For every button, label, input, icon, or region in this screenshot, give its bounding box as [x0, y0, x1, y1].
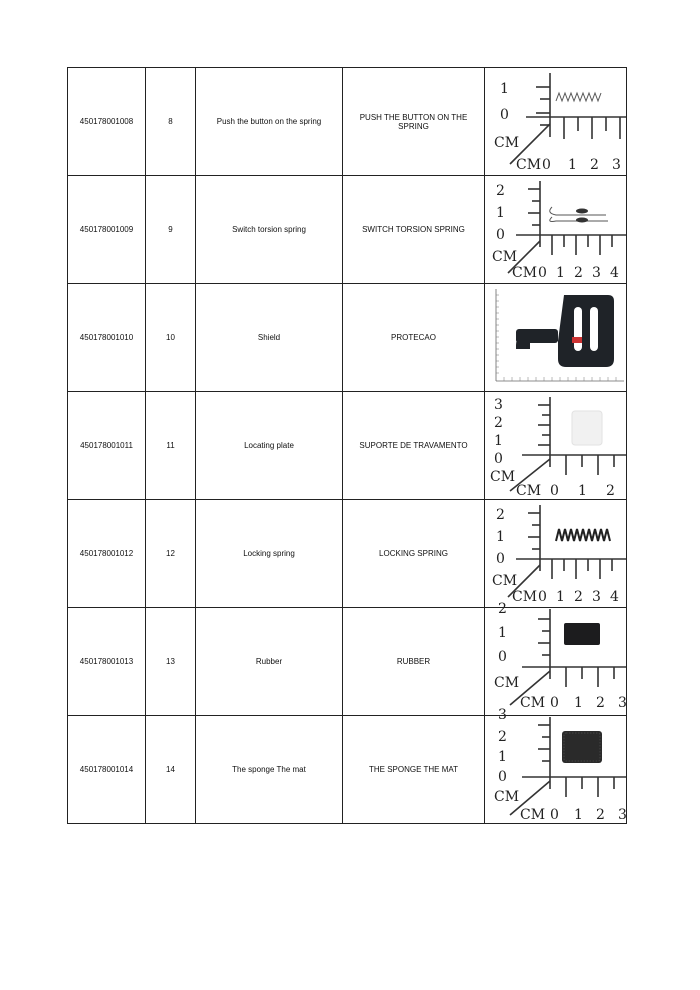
scale-label: CM — [515, 156, 541, 173]
rubber-block-icon — [486, 600, 627, 715]
scale-label: CM — [511, 588, 537, 605]
scale-label: 2 — [595, 806, 605, 823]
description-en: Switch torsion spring — [196, 176, 343, 284]
item-number: 10 — [146, 284, 196, 392]
scale-label: CM — [519, 806, 545, 823]
scale-label: CM — [511, 264, 537, 281]
description-en: Locating plate — [196, 392, 343, 500]
part-number: 450178001009 — [68, 176, 146, 284]
part-number: 450178001010 — [68, 284, 146, 392]
scale-label: 3 — [591, 588, 601, 605]
scale-label: 4 — [609, 588, 619, 605]
part-number: 450178001013 — [68, 608, 146, 716]
part-number: 450178001008 — [68, 68, 146, 176]
scale-label: 3 — [611, 156, 621, 173]
part-image — [485, 68, 627, 176]
scale-label: 1 — [555, 264, 565, 281]
description-en: Locking spring — [196, 500, 343, 608]
scale-label: 2 — [495, 506, 505, 523]
scale-label: 0 — [549, 694, 559, 711]
scale-label: CM — [489, 468, 515, 485]
scale-label: 0 — [549, 806, 559, 823]
scale-label: 2 — [495, 182, 505, 199]
description-pt: THE SPONGE THE MAT — [343, 716, 485, 824]
scale-label: 1 — [495, 204, 505, 221]
table-row — [68, 392, 627, 500]
scale-label: 0 — [497, 768, 507, 785]
scale-label: 1 — [573, 806, 583, 823]
scale-label: CM — [493, 134, 519, 151]
scale-label: 1 — [495, 528, 505, 545]
item-number: 11 — [146, 392, 196, 500]
scale-label: 2 — [573, 588, 583, 605]
shield-part-icon — [486, 285, 626, 391]
table-row — [68, 500, 627, 608]
part-image — [485, 176, 627, 284]
scale-label: 0 — [537, 588, 547, 605]
scale-label: 3 — [617, 806, 627, 823]
table-row — [68, 68, 627, 176]
scale-label: CM — [491, 572, 517, 589]
scale-label: 0 — [493, 450, 503, 467]
scale-label: 2 — [589, 156, 599, 173]
scale-label: 3 — [591, 264, 601, 281]
part-number: 450178001012 — [68, 500, 146, 608]
scale-label: 1 — [573, 694, 583, 711]
compression-spring-icon — [486, 69, 626, 175]
scale-label: 4 — [609, 264, 619, 281]
scale-label: 3 — [617, 694, 627, 711]
item-number: 9 — [146, 176, 196, 284]
scale-label: 1 — [493, 432, 503, 449]
scale-label: CM — [493, 788, 519, 805]
part-image — [485, 706, 627, 824]
scale-label: 1 — [497, 624, 507, 641]
description-pt: PROTECAO — [343, 284, 485, 392]
scale-label: CM — [491, 248, 517, 265]
scale-label: 0 — [499, 106, 509, 123]
scale-label: CM — [519, 694, 545, 711]
scale-label: 3 — [497, 706, 507, 723]
locating-plate-icon — [486, 393, 626, 499]
description-en: The sponge The mat — [196, 716, 343, 824]
scale-label: 0 — [497, 648, 507, 665]
table-row — [68, 176, 627, 284]
scale-label: 2 — [605, 482, 615, 499]
part-image — [485, 284, 627, 392]
locking-spring-icon — [486, 501, 626, 607]
scale-label: CM — [493, 674, 519, 691]
description-en: Rubber — [196, 608, 343, 716]
table-row — [68, 716, 627, 824]
part-image — [485, 600, 627, 716]
description-pt: SUPORTE DE TRAVAMENTO — [343, 392, 485, 500]
scale-label: 1 — [555, 588, 565, 605]
part-image — [485, 392, 627, 500]
item-number: 12 — [146, 500, 196, 608]
parts-table — [67, 67, 627, 824]
scale-label: 2 — [497, 728, 507, 745]
scale-label: 2 — [573, 264, 583, 281]
torsion-spring-icon — [486, 177, 626, 283]
scale-label: 2 — [497, 600, 507, 617]
description-en: Shield — [196, 284, 343, 392]
table-row — [68, 284, 627, 392]
table-row — [68, 608, 627, 716]
item-number: 8 — [146, 68, 196, 176]
description-pt: RUBBER — [343, 608, 485, 716]
scale-label: 0 — [537, 264, 547, 281]
scale-label: 0 — [495, 226, 505, 243]
scale-label: 1 — [497, 748, 507, 765]
scale-label: 1 — [567, 156, 577, 173]
item-number: 13 — [146, 608, 196, 716]
part-number: 450178001011 — [68, 392, 146, 500]
scale-label: 0 — [495, 550, 505, 567]
scale-label: CM — [515, 482, 541, 499]
part-number: 450178001014 — [68, 716, 146, 824]
scale-label: 0 — [549, 482, 559, 499]
sponge-mat-icon — [486, 706, 627, 823]
description-pt: PUSH THE BUTTON ON THE SPRING — [343, 68, 485, 176]
scale-label: 3 — [493, 396, 503, 413]
description-en: Push the button on the spring — [196, 68, 343, 176]
description-pt: LOCKING SPRING — [343, 500, 485, 608]
scale-label: 1 — [577, 482, 587, 499]
scale-label: 2 — [595, 694, 605, 711]
scale-label: 2 — [493, 414, 503, 431]
description-pt: SWITCH TORSION SPRING — [343, 176, 485, 284]
scale-label: 0 — [541, 156, 551, 173]
item-number: 14 — [146, 716, 196, 824]
scale-label: 1 — [499, 80, 509, 97]
part-image — [485, 500, 627, 608]
